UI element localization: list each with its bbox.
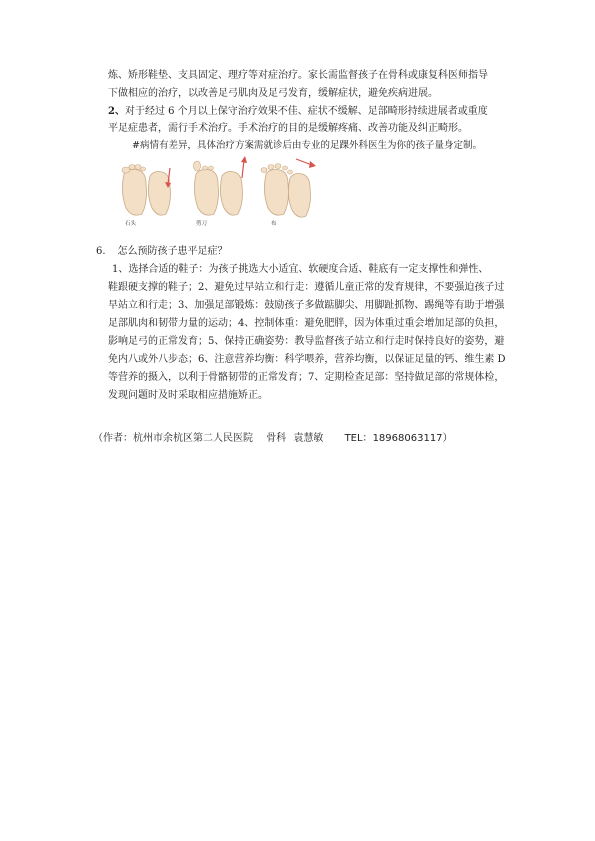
body-text-line: 足部肌肉和韧带力量的运动；4、控制体重：避免肥胖，因为体重过重会增加足部的负担， <box>108 318 505 329</box>
author-department: 骨科 <box>266 433 287 444</box>
author-hospital: 杭州市余杭区第二人民医院 <box>133 433 253 444</box>
body-text-line: 影响足弓的正常发育；5、保持正确姿势：教导监督孩子站立和行走时保持良好的姿势，避 <box>108 336 505 347</box>
body-text-line: 鞋跟硬支撑的鞋子；2、避免过早站立和行走：遵循儿童正常的发育规律，不要强迫孩子过 <box>108 282 505 293</box>
section-heading <box>96 246 228 258</box>
foot-scissors <box>194 161 219 215</box>
foot-scissors-2 <box>220 172 242 216</box>
list-number: 2、 <box>108 106 125 117</box>
section-number: 6. <box>96 246 106 257</box>
foot-label-paper: 布 <box>271 221 277 227</box>
body-text-line: 免内八或外八步态；6、注意营养均衡：科学喂养，营养均衡，以保证足量的钙、维生素 D <box>108 354 506 365</box>
body-text-line: 发现问题时及时采取相应措施矫正。 <box>108 390 268 401</box>
foot-rock <box>122 165 147 216</box>
foot-label-rock: 石头 <box>125 221 137 227</box>
body-text-line: 下做相应的治疗，以改善足弓肌肉及足弓发育，缓解症状，避免疾病进展。 <box>108 88 438 99</box>
note-text: #病情有差异，具体治疗方案需就诊后由专业的足踝外科医生为你的孩子量身定制。 <box>132 140 482 151</box>
foot-paper <box>261 164 293 216</box>
list-item <box>108 106 488 118</box>
body-text-line: 炼、矫形鞋垫、支具固定、理疗等对症治疗。家长需监督孩子在骨科或康复科医师指导 <box>108 70 488 81</box>
author-line <box>93 433 453 445</box>
body-text-line: 1、选择合适的鞋子：为孩子挑选大小适宜、软硬度合适、鞋底有一定支撑性和弹性、 <box>112 264 489 275</box>
author-tel: 18968063117 <box>372 433 443 444</box>
foot-label-scissors: 剪刀 <box>196 221 208 227</box>
author-tel-label: TEL： <box>344 433 373 444</box>
list-item-text: 对于经过 6 个月以上保守治疗效果不佳、症状不缓解、足部畸形持续进展者或重度 <box>124 106 488 117</box>
feet-exercise-illustration <box>108 156 318 226</box>
foot-paper-2 <box>288 174 310 218</box>
author-suffix: ） <box>442 433 453 444</box>
author-prefix: （作者： <box>93 433 133 444</box>
body-text-line: 等营养的摄入，以利于骨骼韧带的正常发育；7、定期检查足部：坚持做足部的常规体检， <box>108 372 505 383</box>
author-name: 袁慧敏 <box>293 433 324 444</box>
body-text-line: 平足症患者，需行手术治疗。手术治疗的目的是缓解疼痛、改善功能及纠正畸形。 <box>108 123 468 134</box>
body-text-line: 早站立和行走；3、加强足部锻炼：鼓励孩子多做踮脚尖、用脚趾抓物、踢绳等有助于增强 <box>108 300 505 311</box>
feet-drawing <box>108 156 318 218</box>
section-title: 怎么预防孩子患平足症？ <box>117 246 228 257</box>
foot-rock-2 <box>148 172 170 216</box>
